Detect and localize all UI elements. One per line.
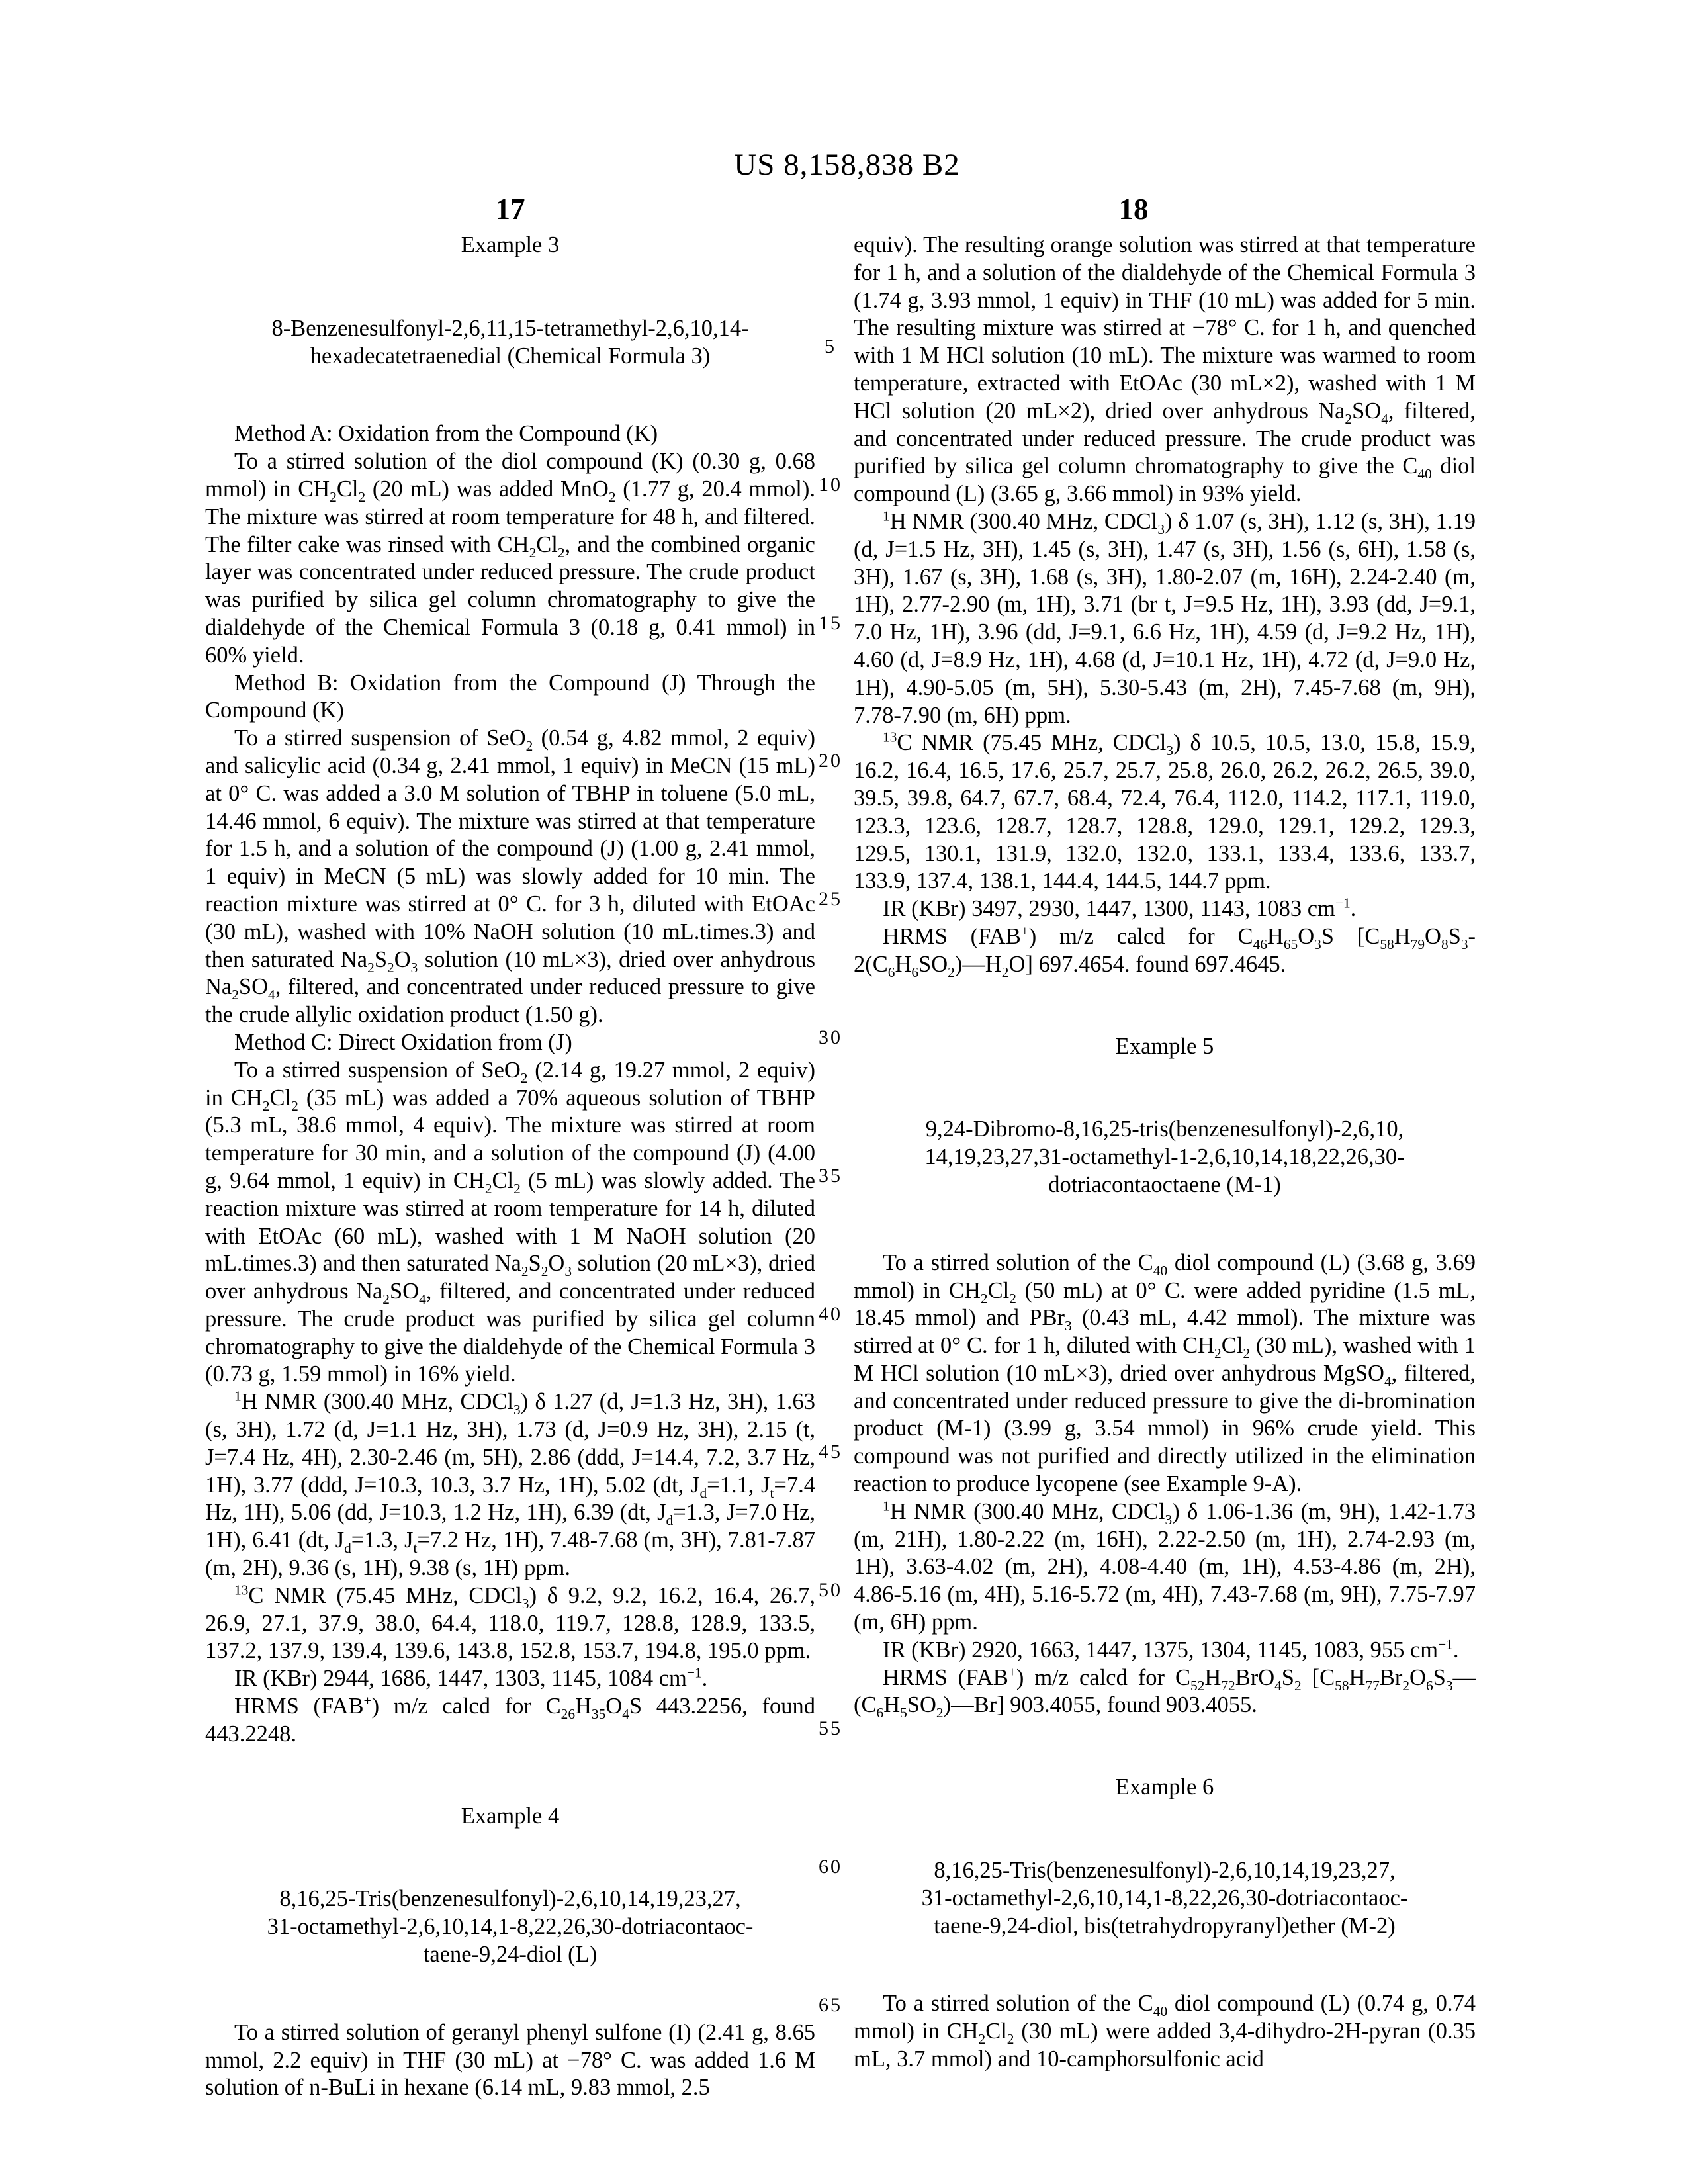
- paragraph: To a stirred solution of the $C_{40}$ diol compound (L) (3.68 g, 3.69 mmol) in $CH_2Cl_2$ (50 mL) at 0° C. were added pyridine (1.5 mL, 18.45 mmol) and PBr$_3$ (0.43 mL, 4.42 mmol). The mixture was stirred at 0° C. for 1 h, diluted with $CH_2Cl_2$ (30 mL), washed with 1 M HCl solution (10 mL×3), dried over anhydrous MgSO$_4$, filtered, and concentrated under reduced pressure to give the di-bromination product (M-1) (3.99 g, 3.54 mmol) in 96% crude yield. This compound was not purified and directly utilized in the elimination reaction to produce lycopene (see Example 9-A).: [854, 1250, 1476, 1497]
- paragraph: $^1$H NMR (300.40 MHz, CDCl$_3$) δ 1.06-1.36 (m, 9H), 1.42-1.73 (m, 21H), 1.80-2.22 (m, 16H), 2.22-2.50 (m, 1H), 2.74-2.93 (m, 1H), 3.63-4.02 (m, 2H), 4.08-4.40 (m, 1H), 4.53-4.86 (m, 2H), 4.86-5.16 (m, 4H), 5.16-5.72 (m, 4H), 7.43-7.68 (m, 9H), 7.75-7.97 (m, 6H) ppm.: [854, 1498, 1476, 1635]
- paragraph: Method C: Direct Oxidation from (J): [234, 1029, 572, 1055]
- paragraph: $^1$H NMR (300.40 MHz, CDCl$_3$) δ 1.07 (s, 3H), 1.12 (s, 3H), 1.19 (d, J=1.5 Hz, 3H), 1.45 (s, 3H), 1.47 (s, 3H), 1.56 (s, 6H), 1.58 (s, 3H), 1.67 (s, 3H), 1.68 (s, 3H), 1.80-2.07 (m, 16H), 2.24-2.40 (m, 1H), 2.77-2.90 (m, 1H), 3.71 (br t, J=9.5 Hz, 1H), 3.93 (dd, J=9.1, 7.0 Hz, 1H), 3.96 (dd, J=9.1, 6.6 Hz, 1H), 4.59 (d, J=9.2 Hz, 1H), 4.60 (d, J=8.9 Hz, 1H), 4.68 (d, J=10.1 Hz, 1H), 4.72 (d, J=9.0 Hz, 1H), 4.90-5.05 (m, 5H), 5.30-5.43 (m, 2H), 7.45-7.68 (m, 9H), 7.78-7.90 (m, 6H) ppm.: [854, 508, 1476, 728]
- example-heading: Example 6: [1115, 1774, 1214, 1800]
- compound-title-line: taene-9,24-diol, bis(tetrahydropyranyl)ether (M-2): [934, 1913, 1396, 1938]
- paragraph: To a stirred solution of the $C_{40}$ diol compound (L) (0.74 g, 0.74 mmol) in $CH_2Cl_2$ (30 mL) were added 3,4-dihydro-2H-pyran (0.35 mL, 3.7 mmol) and 10-camphorsulfonic acid: [854, 1991, 1476, 2072]
- paragraph: To a stirred suspension of SeO$_2$ (0.54 g, 4.82 mmol, 2 equiv) and salicylic acid (0.34 g, 2.41 mmol, 1 equiv) in MeCN (15 mL) at 0° C. was added a 3.0 M solution of TBHP in toluene (5.0 mL, 14.46 mmol, 6 equiv). The mixture was stirred at that temperature for 1.5 h, and a solution of the compound (J) (1.00 g, 2.41 mmol, 1 equiv) in MeCN (5 mL) was slowly added for 10 min. The reaction mixture was stirred at 0° C. for 3 h, diluted with EtOAc (30 mL), washed with 10% NaOH solution (10 mL.times.3) and then saturated $Na_2S_2O_3$ solution (10 mL×3), dried over anhydrous $Na_2SO_4$, filtered, and concentrated under reduced pressure to give the crude allylic oxidation product (1.50 g).: [205, 725, 815, 1028]
- paragraph: IR (KBr) 2944, 1686, 1447, 1303, 1145, 1084 $cm^{-1}$.: [234, 1664, 708, 1692]
- gutter-line-number: 55: [819, 1717, 842, 1739]
- paragraph: equiv). The resulting orange solution was stirred at that temperature for 1 h, and a solution of the dialdehyde of the Chemical Formula 3 (1.74 g, 3.93 mmol, 1 equiv) in THF (10 mL) was added for 5 min. The resulting mixture was stirred at −78° C. for 1 h, and quenched with 1 M HCl solution (10 mL). The mixture was warmed to room temperature, extracted with EtOAc (30 mL×2), washed with 1 M HCl solution (20 mL×2), dried over anhydrous $Na_2SO_4$, filtered, and concentrated under reduced pressure. The crude product was purified by silica gel column chromatography to give the $C_{40}$ diol compound (L) (3.65 g, 3.66 mmol) in 93% yield.: [854, 232, 1476, 507]
- compound-title-line: 8-Benzenesulfonyl-2,6,11,15-tetramethyl-2,6,10,14-: [271, 315, 749, 341]
- compound-title-line: 8,16,25-Tris(benzenesulfonyl)-2,6,10,14,19,23,27,: [934, 1858, 1396, 1884]
- gutter-line-number: 50: [819, 1579, 842, 1601]
- compound-title-line: hexadecatetraenedial (Chemical Formula 3): [310, 343, 711, 369]
- paragraph: HRMS (FAB+) m/z calcd for $C_{26}H_{35}O_4S$ 443.2256, found 443.2248.: [205, 1692, 815, 1747]
- right-column: [854, 232, 1476, 2073]
- gutter-line-number: 15: [819, 612, 842, 634]
- paragraph: To a stirred solution of the diol compound (K) (0.30 g, 0.68 mmol) in $CH_2Cl_2$ (20 mL) was added MnO$_2$ (1.77 g, 20.4 mmol). The mixture was stirred at room temperature for 48 h, and filtered. The filter cake was rinsed with $CH_2Cl_2$, and the combined organic layer was concentrated under reduced pressure. The crude product was purified by silica gel column chromatography to give the dialdehyde of the Chemical Formula 3 (0.18 g, 0.41 mmol) in 60% yield.: [205, 449, 815, 668]
- column-number-right: 18: [1118, 193, 1149, 226]
- gutter-line-number: 65: [819, 1994, 842, 2016]
- left-column: [205, 232, 815, 2102]
- example-heading: Example 5: [1115, 1033, 1214, 1059]
- patent-number: US 8,158,838 B2: [734, 148, 960, 182]
- gutter-line-number: 35: [819, 1165, 842, 1187]
- example-heading: Example 3: [461, 232, 560, 257]
- gutter-line-number: 60: [819, 1856, 842, 1878]
- paragraph: $^1$H NMR (300.40 MHz, CDCl$_3$) δ 1.27 (d, J=1.3 Hz, 3H), 1.63 (s, 3H), 1.72 (d, J=1.1 Hz, 3H), 1.73 (d, J=0.9 Hz, 3H), 2.15 (t, J=7.4 Hz, 4H), 2.30-2.46 (m, 5H), 2.86 (ddd, J=14.4, 7.2, 3.7 Hz, 1H), 3.77 (ddd, J=10.3, 10.3, 3.7 Hz, 1H), 5.02 (dt, $J_d=1.1$, $J_t=7.4$ Hz, 1H), 5.06 (dd, J=10.3, 1.2 Hz, 1H), 6.39 (dt, $J_d=1.3$, J=7.0 Hz, 1H), 6.41 (dt, $J_d=1.3$, $J_t=7.2$ Hz, 1H), 7.48-7.68 (m, 3H), 7.81-7.87 (m, 2H), 9.36 (s, 1H), 9.38 (s, 1H) ppm.: [205, 1388, 816, 1581]
- gutter-line-number: 40: [819, 1303, 842, 1325]
- compound-title-line: 9,24-Dibromo-8,16,25-tris(benzenesulfonyl)-2,6,10,: [925, 1116, 1404, 1142]
- column-number-left: 17: [495, 193, 525, 226]
- paragraph: To a stirred suspension of SeO$_2$ (2.14 g, 19.27 mmol, 2 equiv) in $CH_2Cl_2$ (35 mL) was added a 70% aqueous solution of TBHP (5.3 mL, 38.6 mmol, 4 equiv). The mixture was stirred at room temperature for 30 min, and a solution of the compound (J) (4.00 g, 9.64 mmol, 1 equiv) in $CH_2Cl_2$ (5 mL) was slowly added. The reaction mixture was stirred at room temperature for 14 h, diluted with EtOAc (60 mL), washed with 1 M NaOH solution (20 mL.times.3) and then saturated $Na_2S_2O_3$ solution (20 mL×3), dried over anhydrous $Na_2SO_4$, filtered, and concentrated under reduced pressure. The crude product was purified by silica gel column chromatography to give the dialdehyde of the Chemical Formula 3 (0.73 g, 1.59 mmol) in 16% yield.: [205, 1057, 815, 1387]
- compound-title: [854, 1116, 1476, 1199]
- gutter-line-number: 10: [819, 474, 842, 496]
- compound-title-line: 14,19,23,27,31-octamethyl-1-2,6,10,14,18,22,26,30-: [924, 1144, 1405, 1170]
- paragraph: HRMS (FAB+) m/z calcd for $C_{46}H_{65}O_3S$ $[C_{58}H_{79}O_8S_3-2(C_6H_6SO_2)—H_2O]$ 697.4654. found 697.4645.: [854, 923, 1476, 980]
- gutter-line-number: 5: [825, 336, 836, 357]
- paragraph: Method A: Oxidation from the Compound (K): [234, 421, 658, 447]
- compound-title: [854, 1857, 1476, 1940]
- gutter-line-number: 30: [819, 1026, 842, 1048]
- paragraph: HRMS (FAB+) m/z calcd for $C_{52}H_{72}BrO_4S_2$ $[C_{58}H_{77}Br_2O_6S_3—(C_6H_5SO_2)—Br]$ 903.4055, found 903.4055.: [854, 1664, 1476, 1721]
- compound-title-line: taene-9,24-diol (L): [423, 1942, 598, 1968]
- compound-title: [205, 1886, 815, 1968]
- paragraph: $^{13}$C NMR (75.45 MHz, CDCl$_3$) δ 9.2, 9.2, 16.2, 16.4, 26.7, 26.9, 27.1, 37.9, 38.0, 64.4, 118.0, 119.7, 128.8, 128.9, 133.5, 137.2, 137.9, 139.4, 139.6, 143.8, 152.8, 153.7, 194.8, 195.0 ppm.: [205, 1582, 815, 1664]
- compound-title-line: 31-octamethyl-2,6,10,14,1-8,22,26,30-dotriacontaoc-: [921, 1885, 1408, 1911]
- gutter-line-number: 20: [819, 750, 842, 772]
- gutter-line-number: 25: [819, 888, 842, 910]
- paragraph: Method B: Oxidation from the Compound (J) Through the Compound (K): [205, 670, 815, 723]
- paragraph: To a stirred solution of geranyl phenyl sulfone (I) (2.41 g, 8.65 mmol, 2.2 equiv) in THF (30 mL) at −78° C. was added 1.6 M solution of n-BuLi in hexane (6.14 mL, 9.83 mmol, 2.5: [205, 2019, 815, 2101]
- paragraph: IR (KBr) 3497, 2930, 1447, 1300, 1143, 1083 $cm^{-1}$.: [883, 895, 1357, 922]
- paragraph: $^{13}$C NMR (75.45 MHz, CDCl$_3$) δ 10.5, 10.5, 13.0, 15.8, 15.9, 16.2, 16.4, 16.5, 17.6, 25.7, 25.7, 25.8, 26.0, 26.2, 26.2, 26.5, 39.0, 39.5, 39.8, 64.7, 67.7, 68.4, 72.4, 76.4, 112.0, 114.2, 117.1, 119.0, 123.3, 123.6, 128.7, 128.7, 128.8, 129.0, 129.1, 129.2, 129.3, 129.5, 130.1, 131.9, 132.0, 132.0, 133.1, 133.4, 133.6, 133.7, 133.9, 137.4, 138.1, 144.4, 144.5, 144.7 ppm.: [854, 729, 1476, 894]
- compound-title: [205, 315, 815, 371]
- compound-title-line: 8,16,25-Tris(benzenesulfonyl)-2,6,10,14,19,23,27,: [279, 1886, 741, 1912]
- compound-title-line: dotriacontaoctaene (M-1): [1048, 1171, 1281, 1197]
- paragraph: IR (KBr) 2920, 1663, 1447, 1375, 1304, 1145, 1083, 955 $cm^{-1}$.: [883, 1636, 1459, 1662]
- gutter-line-number: 45: [819, 1441, 842, 1463]
- example-heading: Example 4: [461, 1803, 560, 1829]
- compound-title-line: 31-octamethyl-2,6,10,14,1-8,22,26,30-dotriacontaoc-: [267, 1914, 754, 1940]
